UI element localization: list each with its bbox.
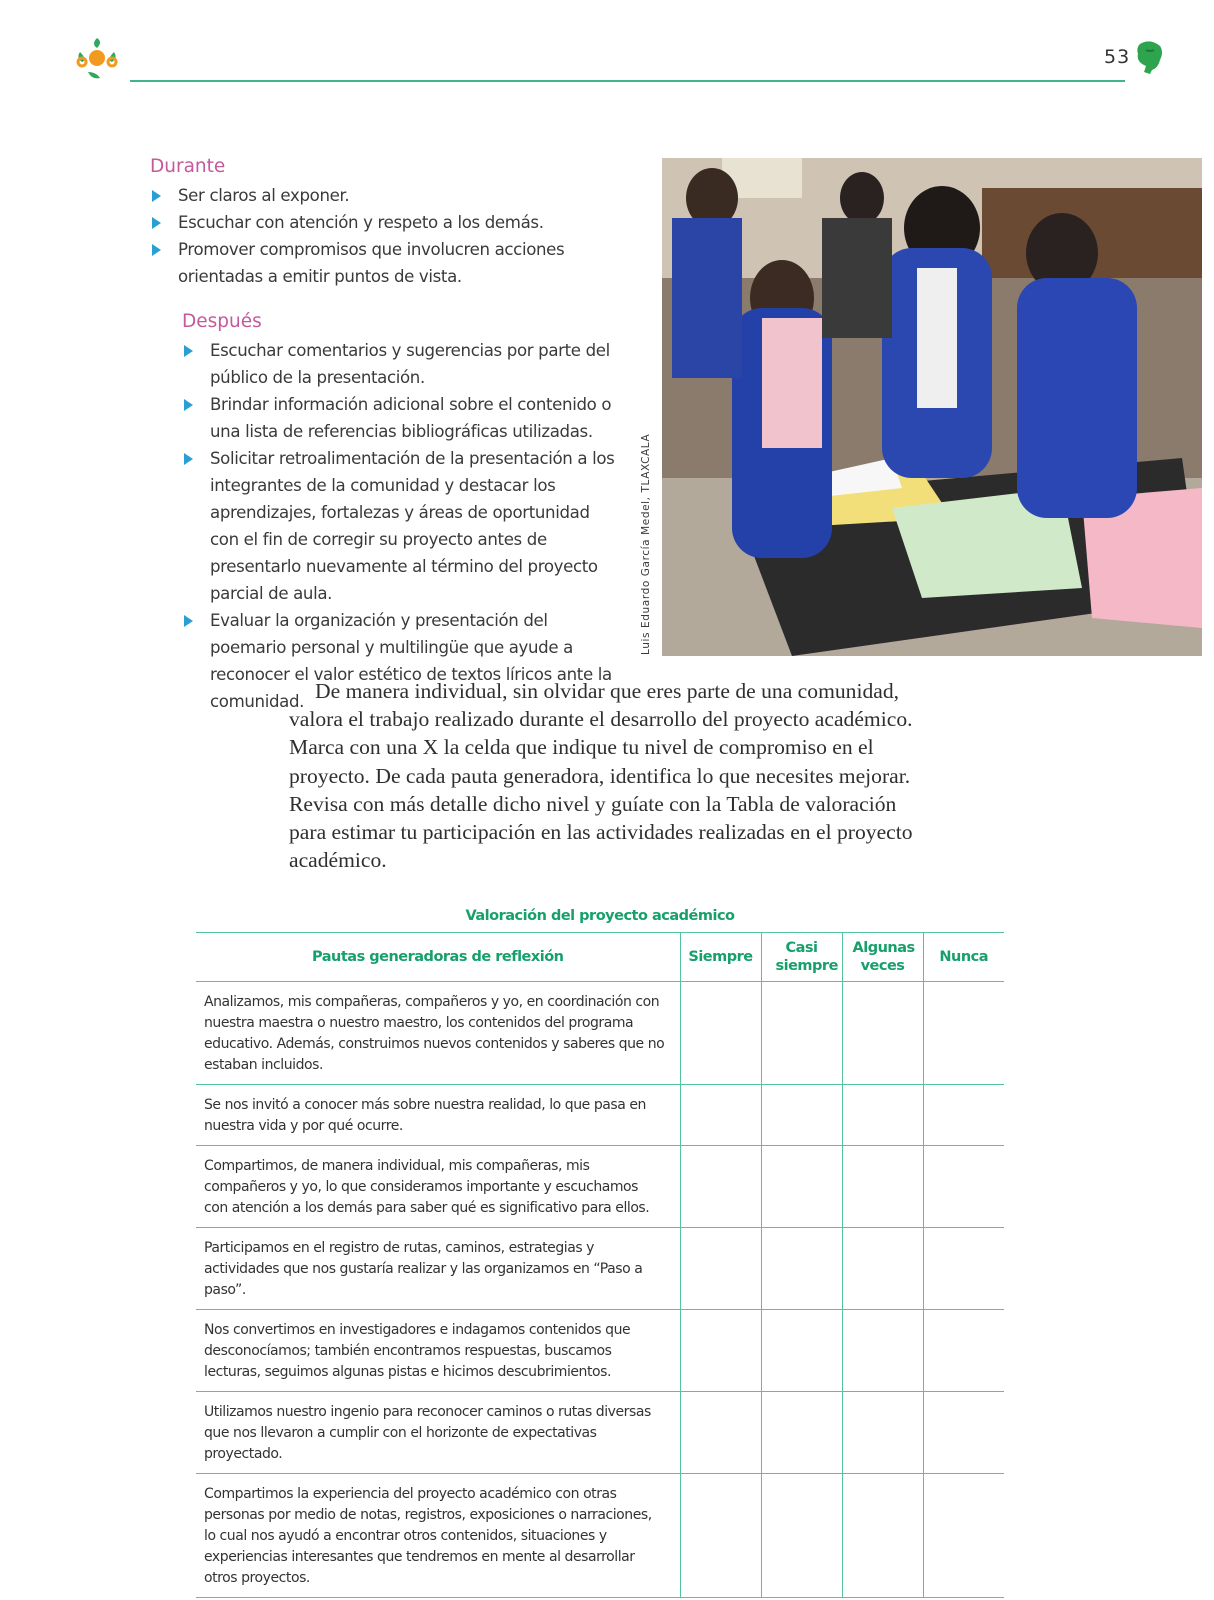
- table-row: [196, 982, 1004, 1085]
- almost-always-cell[interactable]: [761, 1310, 842, 1392]
- green-head-icon: [1134, 40, 1164, 74]
- table-row: [196, 1310, 1004, 1392]
- never-cell[interactable]: [923, 1228, 1004, 1310]
- table-row: [196, 1474, 1004, 1598]
- page-number: 53: [1104, 46, 1131, 68]
- always-cell[interactable]: [680, 1228, 761, 1310]
- always-cell[interactable]: [680, 982, 761, 1085]
- list-item: Ser claros al exponer.: [150, 182, 600, 209]
- sometimes-cell[interactable]: [842, 1228, 923, 1310]
- table-row: [196, 1392, 1004, 1474]
- criterion-cell: Se nos invitó a conocer más sobre nuestra realidad, lo que pasa en nuestra vida y por qué ocurre.: [196, 1085, 680, 1146]
- despues-list: [182, 337, 622, 715]
- table-title: Valoración del proyecto académico: [465, 908, 735, 924]
- always-cell[interactable]: [680, 1085, 761, 1146]
- sometimes-header: Algunas veces: [842, 933, 923, 982]
- criterion-cell: Compartimos, de manera individual, mis compañeras, mis compañeros y yo, lo que consideramos importante y escuchamos con atención a los demás para saber qué es significativo para ellos.: [196, 1146, 680, 1228]
- sometimes-cell[interactable]: [842, 1310, 923, 1392]
- criterion-cell: Analizamos, mis compañeras, compañeros y yo, en coordinación con nuestra maestra o nuestro maestro, los contenidos del programa educativo. Además, construimos nuevos contenidos y saberes que no estaban incluidos.: [196, 982, 680, 1085]
- table-row: [196, 1146, 1004, 1228]
- never-cell[interactable]: [923, 982, 1004, 1085]
- header-rule: [130, 80, 1125, 82]
- almost-always-cell[interactable]: [761, 1085, 842, 1146]
- criterion-cell: Nos convertimos en investigadores e indagamos contenidos que desconocíamos; también encontramos respuestas, buscamos lecturas, seguimos algunas pistas e hicimos descubrimientos.: [196, 1310, 680, 1392]
- bullet-arrow-icon: [152, 190, 161, 202]
- durante-list: [150, 182, 600, 290]
- bullet-arrow-icon: [184, 399, 193, 411]
- valoracion-table: [196, 932, 1004, 1598]
- flower-logo-icon: [70, 34, 124, 84]
- bullet-arrow-icon: [152, 244, 161, 256]
- never-cell[interactable]: [923, 1085, 1004, 1146]
- almost-always-cell[interactable]: [761, 1146, 842, 1228]
- never-cell[interactable]: [923, 1310, 1004, 1392]
- bullet-arrow-icon: [184, 615, 193, 627]
- table-header-row: [196, 933, 1004, 982]
- never-cell[interactable]: [923, 1392, 1004, 1474]
- list-item: Escuchar comentarios y sugerencias por parte del público de la presentación.: [182, 337, 622, 391]
- bullet-arrow-icon: [184, 453, 193, 465]
- list-item: Escuchar con atención y respeto a los demás.: [150, 209, 600, 236]
- almost-always-header: Casi siempre: [761, 933, 842, 982]
- always-cell[interactable]: [680, 1392, 761, 1474]
- criterion-cell: Utilizamos nuestro ingenio para reconocer caminos o rutas diversas que nos llevaron a cumplir con el horizonte de expectativas proyectado.: [196, 1392, 680, 1474]
- list-item: Brindar información adicional sobre el contenido o una lista de referencias bibliográficas utilizadas.: [182, 391, 622, 445]
- never-cell[interactable]: [923, 1474, 1004, 1598]
- always-cell[interactable]: [680, 1310, 761, 1392]
- list-item: Solicitar retroalimentación de la presentación a los integrantes de la comunidad y destacar los aprendizajes, fortalezas y áreas de oportunidad con el fin de corregir su proyecto antes de presentarlo nuevamente al término del proyecto parcial de aula.: [182, 445, 622, 607]
- sometimes-cell[interactable]: [842, 1085, 923, 1146]
- almost-always-cell[interactable]: [761, 1474, 842, 1598]
- sometimes-cell[interactable]: [842, 1392, 923, 1474]
- bullet-arrow-icon: [152, 217, 161, 229]
- classroom-photo: [662, 158, 1202, 656]
- almost-always-cell[interactable]: [761, 1392, 842, 1474]
- criterion-cell: Participamos en el registro de rutas, caminos, estrategias y actividades que nos gustaría realizar y las organizamos en “Paso a paso”.: [196, 1228, 680, 1310]
- bullet-arrow-icon: [184, 345, 193, 357]
- always-cell[interactable]: [680, 1474, 761, 1598]
- never-cell[interactable]: [923, 1146, 1004, 1228]
- never-header: Nunca: [923, 933, 1004, 982]
- sometimes-cell[interactable]: [842, 1146, 923, 1228]
- criterion-cell: Compartimos la experiencia del proyecto académico con otras personas por medio de notas, registros, exposiciones o narraciones, lo cual nos ayudó a encontrar otros contenidos, situaciones y experiencias interesantes que tendremos en mente al desarrollar otros proyectos.: [196, 1474, 680, 1598]
- table-row: [196, 1085, 1004, 1146]
- sometimes-cell[interactable]: [842, 1474, 923, 1598]
- always-header: Siempre: [680, 933, 761, 982]
- despues-heading: Después: [182, 311, 262, 332]
- durante-heading: Durante: [150, 156, 226, 177]
- list-item: Promover compromisos que involucren acciones orientadas a emitir puntos de vista.: [150, 236, 600, 290]
- almost-always-cell[interactable]: [761, 982, 842, 1085]
- always-cell[interactable]: [680, 1146, 761, 1228]
- intro-paragraph: De manera individual, sin olvidar que eres parte de una comunidad, valora el trabajo realizado durante el desarrollo del proyecto académico. Marca con una X la celda que indique tu nivel de compromiso en el proyecto. De cada pauta generadora, identifica lo que necesites mejorar. Revisa con más detalle dicho nivel y guíate con la Tabla de valoración para estimar tu participación en las actividades realizadas en el proyecto académico.: [289, 679, 913, 873]
- list-item: Evaluar la organización y presentación del poemario personal y multilingüe que ayude a reconocer el valor estético de textos líricos ante la comunidad.: [182, 607, 622, 715]
- photo-credit: Luis Eduardo García Medel, TLAXCALA: [640, 433, 652, 655]
- almost-always-cell[interactable]: [761, 1228, 842, 1310]
- sometimes-cell[interactable]: [842, 982, 923, 1085]
- table-row: [196, 1228, 1004, 1310]
- criteria-header: Pautas generadoras de reflexión: [196, 933, 680, 982]
